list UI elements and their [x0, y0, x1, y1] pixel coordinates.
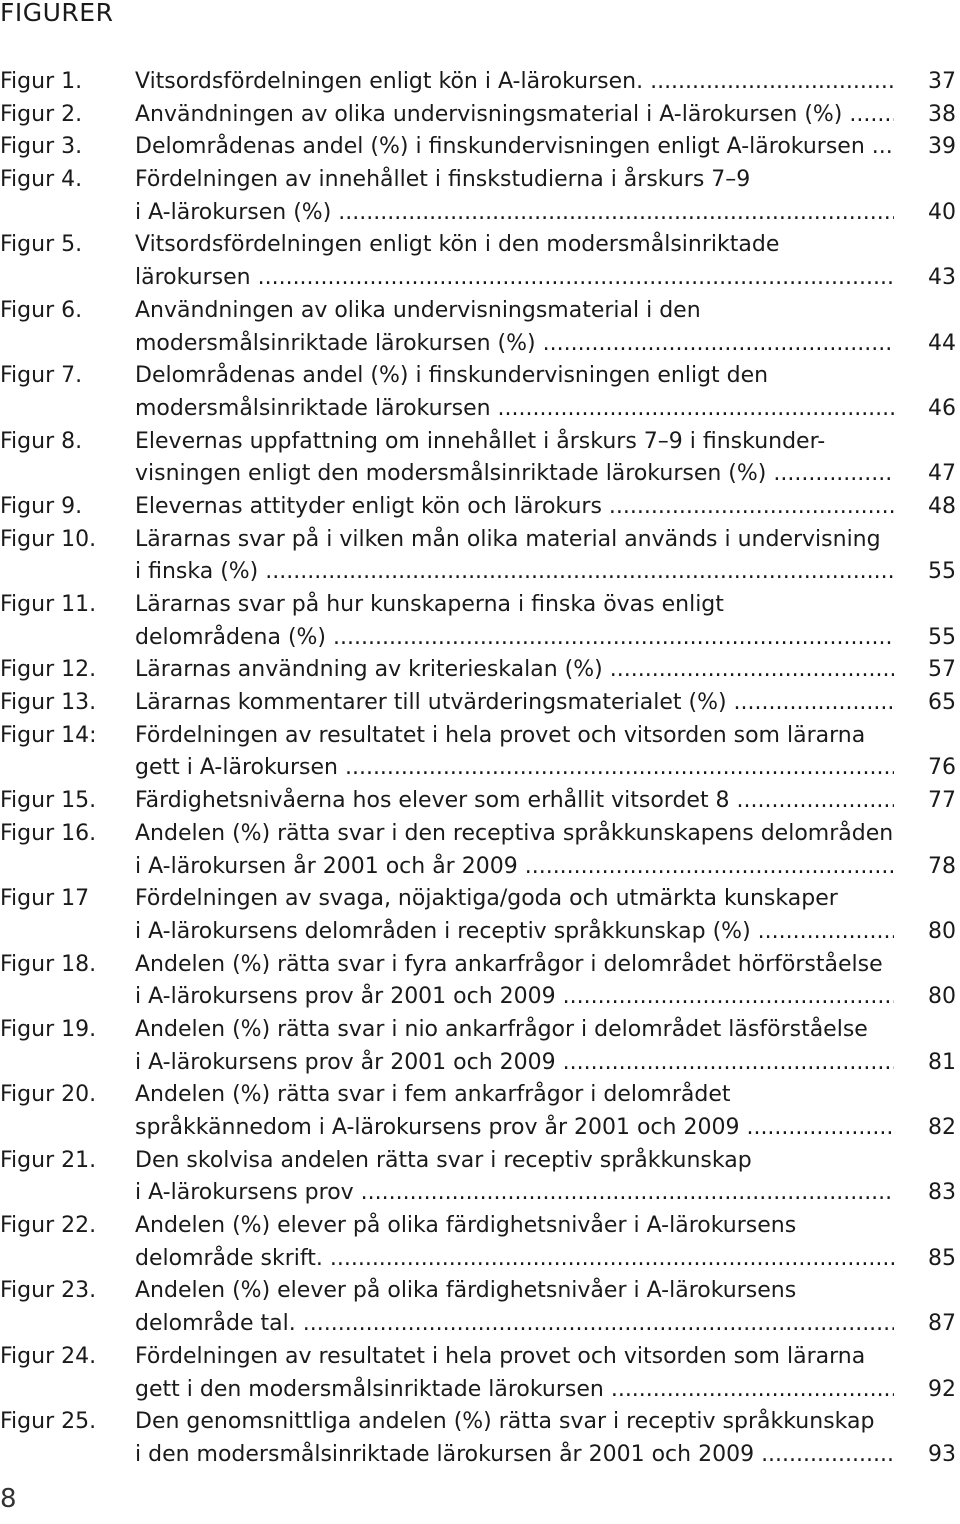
figure-label: Figur 23.	[0, 1278, 97, 1304]
page-heading: FIGURER	[0, 0, 114, 27]
figure-label: Figur 14:	[0, 722, 97, 748]
entry-title: Lärarnas användning av kriterieskalan (%) .....	[135, 654, 894, 687]
entry-page: 44	[928, 330, 956, 356]
entry-title: Andelen (%) rätta svar i nio ankarfrågor i delområdet läsförståelse	[135, 1016, 868, 1042]
figure-label: Figur 24.	[0, 1343, 97, 1369]
toc-entry[interactable]	[0, 1014, 960, 1079]
entry-page: 92	[928, 1376, 956, 1402]
page-number: 8	[0, 1484, 17, 1514]
toc-entry[interactable]	[0, 426, 960, 491]
figure-label: Figur 11.	[0, 592, 97, 617]
figure-label: Figur 18.	[0, 951, 97, 977]
entry-title-continued: gett i den modersmålsinriktade lärokursen .....	[135, 1374, 894, 1407]
entry-page: 38	[928, 101, 956, 127]
entry-page: 77	[928, 788, 956, 814]
entry-title-continued: visningen enligt den modersmålsinriktade lärokursen (%) .....	[135, 458, 894, 491]
entry-title: Användningen av olika undervisningsmaterial i den	[135, 297, 701, 323]
entry-title: Lärarnas svar på i vilken mån olika material används i undervisning	[135, 526, 881, 552]
toc-entry[interactable]	[0, 1145, 960, 1210]
entry-title-continued: modersmålsinriktade lärokursen .....	[135, 393, 894, 426]
entry-page: 40	[928, 199, 956, 225]
figure-label: Figur 2.	[0, 101, 83, 127]
figure-label: Figur 5.	[0, 232, 83, 258]
entry-title: Delområdenas andel (%) i finskundervisningen enligt den	[135, 363, 769, 389]
toc-entry[interactable]	[0, 524, 960, 589]
entry-title: Vitsordsfördelningen enligt kön i den modersmålsinriktade	[135, 232, 780, 258]
entry-page: 85	[928, 1245, 956, 1271]
entry-title: Andelen (%) rätta svar i fem ankarfrågor i delområdet	[135, 1082, 731, 1108]
figure-label: Figur 3.	[0, 134, 83, 160]
figure-label: Figur 19.	[0, 1016, 97, 1042]
entry-title: Delområdenas andel (%) i finskundervisningen enligt A-lärokursen .....	[135, 131, 894, 164]
entry-title: Andelen (%) elever på olika färdighetsnivåer i A-lärokursens	[135, 1213, 797, 1239]
figure-label: Figur 12.	[0, 657, 97, 683]
entry-title-continued: i A-lärokursens prov år 2001 och 2009 .....	[135, 1047, 894, 1080]
entry-title-continued: i A-lärokursens prov .....	[135, 1177, 894, 1210]
entry-page: 39	[928, 134, 956, 160]
entry-title: Elevernas attityder enligt kön och lärokurs .....	[135, 491, 894, 524]
toc-entry[interactable]	[0, 818, 960, 883]
entry-title: Färdighetsnivåerna hos elever som erhållit vitsordet 8 .....	[135, 785, 894, 818]
toc-entry[interactable]	[0, 883, 960, 948]
entry-title: Elevernas uppfattning om innehållet i årskurs 7–9 i finskunder-	[135, 428, 826, 454]
toc-entry[interactable]	[0, 1210, 960, 1275]
entry-page: 65	[928, 690, 956, 716]
figure-label: Figur 13.	[0, 690, 97, 716]
figure-label: Figur 9.	[0, 493, 83, 519]
figure-label: Figur 20.	[0, 1082, 97, 1108]
entry-title: Fördelningen av svaga, nöjaktiga/goda och utmärkta kunskaper	[135, 886, 838, 912]
entry-title-continued: i A-lärokursens delområden i receptiv språkkunskap (%) .....	[135, 916, 894, 949]
entry-title: Lärarnas kommentarer till utvärderingsmaterialet (%) .....	[135, 687, 894, 720]
entry-page: 46	[928, 395, 956, 421]
entry-page: 87	[928, 1311, 956, 1337]
toc-entry[interactable]	[0, 295, 960, 360]
entry-page: 81	[928, 1049, 956, 1075]
toc-entry[interactable]	[0, 131, 960, 164]
entry-title: Den skolvisa andelen rätta svar i receptiv språkkunskap	[135, 1147, 752, 1173]
figure-list	[0, 66, 960, 1472]
entry-title-continued: gett i A-lärokursen .....	[135, 752, 894, 785]
toc-entry[interactable]	[0, 1275, 960, 1340]
entry-title: Andelen (%) rätta svar i den receptiva språkkunskapens delområden	[135, 820, 894, 846]
entry-title: Fördelningen av resultatet i hela provet och vitsorden som lärarna	[135, 722, 866, 748]
entry-page: 37	[928, 69, 956, 94]
entry-title: Fördelningen av innehållet i finskstudierna i årskurs 7–9	[135, 167, 751, 193]
toc-entry[interactable]	[0, 229, 960, 294]
entry-title: Lärarnas svar på hur kunskaperna i finska övas enligt	[135, 592, 724, 617]
toc-entry[interactable]	[0, 66, 960, 99]
toc-entry[interactable]	[0, 654, 960, 687]
toc-entry[interactable]	[0, 99, 960, 132]
figure-label: Figur 16.	[0, 820, 97, 846]
entry-page: 80	[928, 918, 956, 944]
entry-title-continued: i A-lärokursens prov år 2001 och 2009 .....	[135, 981, 894, 1014]
entry-title-continued: delområdena (%) .....	[135, 622, 894, 655]
entry-page: 78	[928, 853, 956, 879]
figure-label: Figur 22.	[0, 1213, 97, 1239]
toc-entry[interactable]	[0, 164, 960, 229]
entry-page: 55	[928, 624, 956, 650]
toc-entry[interactable]	[0, 949, 960, 1014]
entry-title: Användningen av olika undervisningsmaterial i A-lärokursen (%) .....	[135, 99, 894, 132]
entry-page: 93	[928, 1441, 956, 1467]
figure-label: Figur 6.	[0, 297, 83, 323]
entry-title-continued: lärokursen .....	[135, 262, 894, 295]
figure-label: Figur 4.	[0, 167, 83, 193]
toc-entry[interactable]	[0, 720, 960, 785]
figure-label: Figur 21.	[0, 1147, 97, 1173]
toc-entry[interactable]	[0, 1341, 960, 1406]
figure-label: Figur 15.	[0, 788, 97, 814]
entry-page: 80	[928, 984, 956, 1010]
entry-title-continued: i den modersmålsinriktade lärokursen år 2001 och 2009 .....	[135, 1439, 894, 1472]
entry-page: 76	[928, 755, 956, 781]
figure-label: Figur 17	[0, 886, 90, 912]
entry-title-continued: språkkännedom i A-lärokursens prov år 2001 och 2009 .....	[135, 1112, 894, 1145]
figure-label: Figur 25.	[0, 1409, 97, 1435]
entry-title: Andelen (%) rätta svar i fyra ankarfrågor i delområdet hörförståelse	[135, 951, 883, 977]
entry-page: 48	[928, 493, 956, 519]
figure-label: Figur 8.	[0, 428, 83, 454]
figure-label: Figur 10.	[0, 526, 97, 552]
toc-entry[interactable]	[0, 687, 960, 720]
entry-title-continued: i finska (%) .....	[135, 556, 894, 589]
figure-label: Figur 7.	[0, 363, 83, 389]
entry-title-continued: delområde tal. .....	[135, 1308, 894, 1341]
toc-entry[interactable]	[0, 491, 960, 524]
entry-page: 57	[928, 657, 956, 683]
entry-page: 83	[928, 1180, 956, 1206]
toc-entry[interactable]	[0, 785, 960, 818]
entry-title: Fördelningen av resultatet i hela provet och vitsorden som lärarna	[135, 1343, 866, 1369]
figure-label: Figur 1.	[0, 69, 83, 94]
entry-page: 43	[928, 265, 956, 291]
entry-page: 47	[928, 461, 956, 487]
entry-title: Andelen (%) elever på olika färdighetsnivåer i A-lärokursens	[135, 1278, 797, 1304]
entry-title-continued: i A-lärokursen (%) .....	[135, 197, 894, 230]
entry-title-continued: delområde skrift. .....	[135, 1243, 894, 1276]
toc-entry[interactable]	[0, 360, 960, 425]
toc-entry[interactable]	[0, 589, 960, 654]
toc-entry[interactable]	[0, 1079, 960, 1144]
entry-page: 55	[928, 559, 956, 585]
entry-title-continued: modersmålsinriktade lärokursen (%) .....	[135, 328, 894, 361]
toc-entry[interactable]	[0, 1406, 960, 1471]
entry-title-continued: i A-lärokursen år 2001 och år 2009 .....	[135, 851, 894, 884]
entry-title: Den genomsnittliga andelen (%) rätta svar i receptiv språkkunskap	[135, 1409, 875, 1435]
entry-title: Vitsordsfördelningen enligt kön i A-lärokursen. .....	[135, 66, 894, 99]
entry-page: 82	[928, 1115, 956, 1140]
